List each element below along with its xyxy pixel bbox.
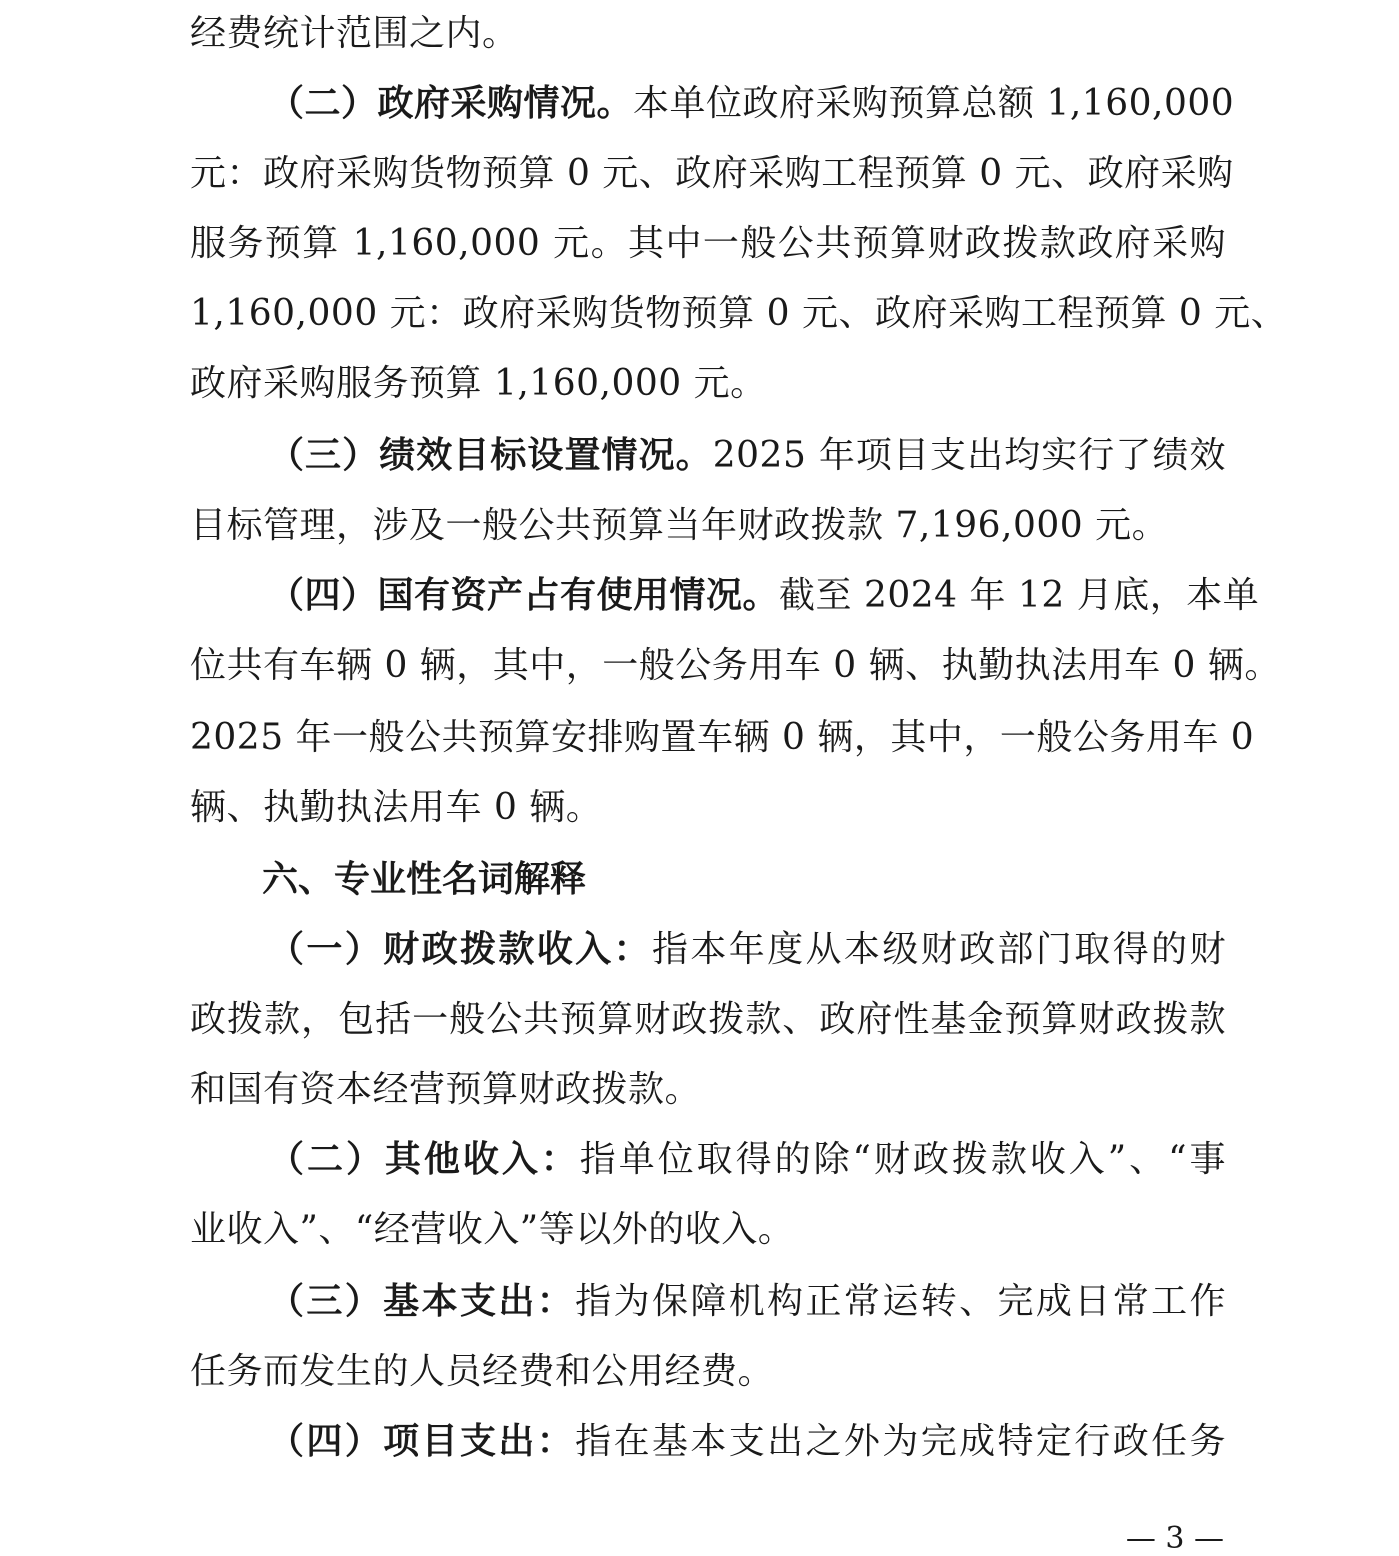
paragraph-line: 业收入”、“经营收入”等以外的收入。: [190, 1209, 795, 1250]
paragraph-line: 辆、执勤执法用车 0 辆。: [190, 787, 603, 828]
paragraph-line: [268, 1420, 1226, 1464]
paragraph-text: 指在基本支出之外为完成特定行政任务: [575, 1421, 1226, 1462]
paragraph-text: 指本年度从本级财政部门取得的财: [651, 929, 1226, 970]
paragraph-line: [268, 1138, 1226, 1182]
term-label: （三）基本支出：: [268, 1281, 576, 1322]
paragraph-line: 位共有车辆 0 辆，其中，一般公务用车 0 辆、执勤执法用车 0 辆。: [190, 645, 1281, 686]
paragraph-line: 2025 年一般公共预算安排购置车辆 0 辆，其中，一般公务用车 0: [190, 717, 1255, 758]
section-heading: 六、专业性名词解释: [262, 859, 587, 900]
paragraph-line: [268, 1280, 1226, 1324]
paragraph-line: 元：政府采购货物预算 0 元、政府采购工程预算 0 元、政府采购: [190, 153, 1234, 194]
paragraph-line: 任务而发生的人员经费和公用经费。: [190, 1351, 775, 1392]
paragraph-line: [268, 434, 1226, 478]
paragraph-line: 政拨款，包括一般公共预算财政拨款、政府性基金预算财政拨款: [190, 999, 1226, 1040]
section-label: （四）国有资产占有使用情况。: [268, 575, 780, 616]
paragraph-line: 目标管理，涉及一般公共预算当年财政拨款 7,196,000 元。: [190, 505, 1169, 546]
term-label: （四）项目支出：: [268, 1421, 576, 1462]
paragraph-text: 截至 2024 年 12 月底，本单: [779, 575, 1260, 616]
paragraph-line: 服务预算 1,160,000 元。其中一般公共预算财政拨款政府采购: [190, 223, 1226, 264]
paragraph-text: 2025 年项目支出均实行了绩效: [712, 435, 1226, 476]
paragraph-line: [268, 928, 1226, 972]
paragraph-line: [268, 574, 1260, 618]
section-label: （二）政府采购情况。: [268, 83, 634, 124]
paragraph-line: 政府采购服务预算 1,160,000 元。: [190, 363, 767, 404]
term-label: （二）其他收入：: [268, 1139, 580, 1180]
paragraph-line: [268, 82, 1235, 126]
paragraph-line: 经费统计范围之内。: [190, 13, 519, 54]
paragraph-text: 指单位取得的除“财政拨款收入”、“事: [579, 1139, 1226, 1180]
paragraph-text: 指为保障机构正常运转、完成日常工作: [575, 1281, 1226, 1322]
paragraph-line: 1,160,000 元：政府采购货物预算 0 元、政府采购工程预算 0 元、: [190, 293, 1288, 334]
paragraph-line: 和国有资本经营预算财政拨款。: [190, 1069, 702, 1110]
section-label: （三）绩效目标设置情况。: [268, 435, 713, 476]
term-label: （一）财政拨款收入：: [268, 929, 652, 970]
page-number: — 3 —: [1125, 1521, 1224, 1556]
paragraph-text: 本单位政府采购预算总额 1,160,000: [633, 83, 1235, 124]
